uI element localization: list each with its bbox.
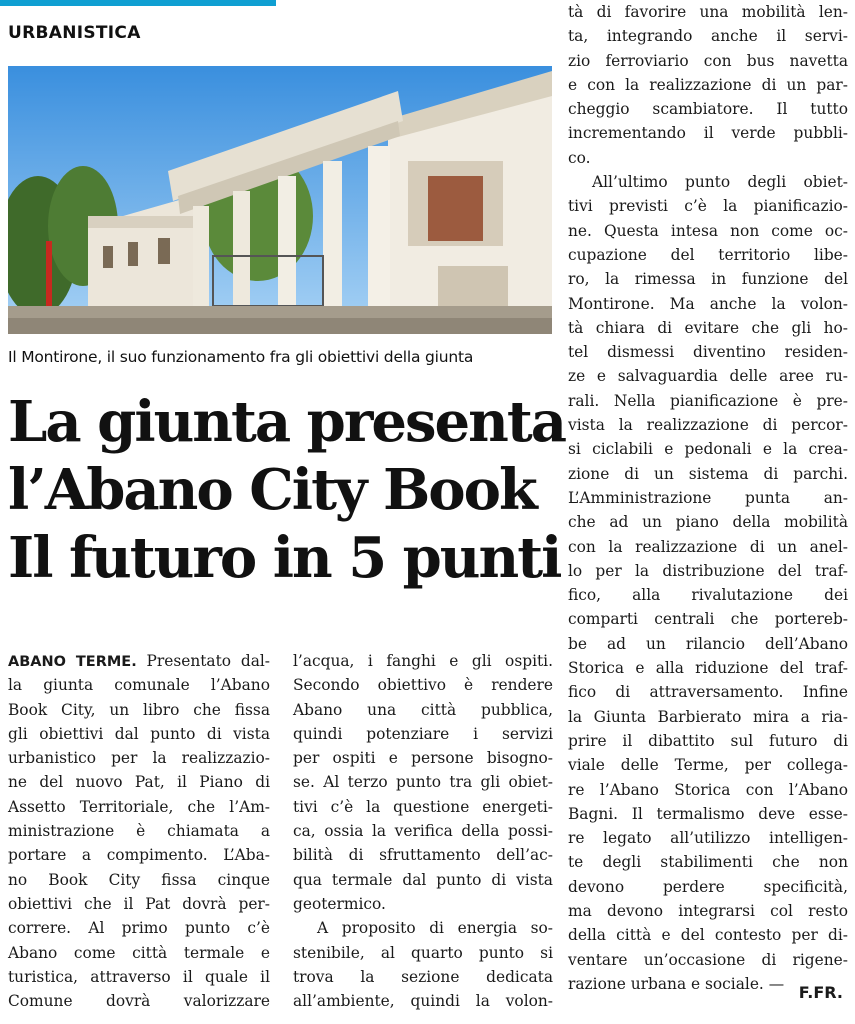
text-line: ministrazione è chiamata a (8, 822, 270, 841)
text-line: tivi previsti c’è la pianificazio- (568, 197, 848, 216)
text-line: fico di attraversamento. Infine (568, 683, 848, 702)
text-line: ca, ossia la verifica della possi- (293, 822, 553, 841)
section-label: URBANISTICA (8, 23, 141, 43)
text-line: vista la realizzazione di percor- (568, 416, 848, 435)
article-photo (8, 66, 552, 334)
text-line: Book City, un libro che fissa (8, 700, 270, 719)
text-line: Bagni. Il termalismo deve esse- (568, 804, 848, 823)
text-line: urbanistico per la realizzazio- (8, 749, 270, 768)
text-line: si ciclabili e pedonali e la crea- (568, 440, 848, 459)
text-line: tel dismessi diventino residen- (568, 343, 848, 362)
text-line: ze e salvaguardia delle aree ru- (568, 367, 848, 386)
text-line: geotermico. (293, 894, 386, 913)
text-line: turistica, attraverso il quale il (8, 967, 270, 986)
headline-line-3: Il futuro in 5 punti (8, 525, 561, 591)
text-line: devono perdere specificità, (568, 877, 848, 896)
text-line: comparti centrali che portereb- (568, 610, 848, 629)
text-line: cupazione del territorio libe- (568, 245, 848, 264)
text-line: zio ferroviario con bus navetta (568, 51, 848, 70)
text-line: la giunta comunale l’Abano (8, 676, 270, 695)
text-line: della città e del contesto per di- (568, 926, 848, 945)
text-line: viale delle Terme, per collega- (568, 756, 848, 775)
text-line: che ad un piano della mobilità (568, 513, 848, 532)
text-line: qua termale dal punto di vista (293, 870, 553, 889)
text-line: stenibile, al quarto punto si (293, 943, 553, 962)
text-line: gli obiettivi dal punto di vista (8, 724, 270, 743)
article-column-3 (568, 0, 848, 996)
text-line: ta, integrando anche il servi- (568, 27, 848, 46)
text-line: be ad un rilancio dell’Abano (568, 634, 848, 653)
text-line: ne del nuovo Pat, il Piano di (8, 773, 270, 792)
text-line: rali. Nella pianificazione è pre- (568, 391, 848, 410)
text-line: trova la sezione dedicata (293, 967, 553, 986)
text-line: zione di un sistema di parchi. (568, 464, 848, 483)
text-line: con la realizzazione di un anel- (568, 537, 848, 556)
text-line: ma devono integrarsi col resto (568, 901, 848, 920)
headline-line-1: La giunta presenta (8, 389, 565, 455)
text-line: lo per la distribuzione del traf- (568, 561, 848, 580)
text-line: e con la realizzazione di un par- (568, 75, 848, 94)
text-line: All’ultimo punto degli obiet- (592, 173, 848, 192)
text-line: ventare un’occasione di rigene- (568, 950, 848, 969)
article-column-2 (293, 649, 553, 1013)
text-line: l’acqua, i fanghi e gli ospiti. (293, 652, 553, 670)
text-line: quindi potenziare i servizi (293, 724, 553, 743)
text-line: Comune dovrà valorizzare (8, 992, 270, 1011)
text-line: Assetto Territoriale, che l’Am- (8, 797, 270, 816)
text-line: ro, la rimessa in funzione del (568, 270, 848, 289)
text-line: se. Al terzo punto tra gli obiet- (293, 773, 553, 792)
text-line: all’ambiente, quindi la volon- (293, 992, 553, 1011)
text-line: Secondo obiettivo è rendere (293, 676, 553, 695)
text-line: bilità di sfruttamento dell’ac- (293, 846, 553, 865)
text-line: incrementando il verde pubbli- (568, 124, 848, 143)
text-line: no Book City fissa cinque (8, 870, 270, 889)
text-line: Abano una città pubblica, (293, 700, 553, 719)
text-line: co. (568, 148, 591, 167)
headline-line-2: l’Abano City Book (8, 457, 536, 523)
text-line: cheggio scambiatore. Il tutto (568, 100, 848, 119)
text-line: obiettivi che il Pat dovrà per- (8, 894, 270, 913)
text-line: tà chiara di evitare che gli ho- (568, 318, 848, 337)
text-line: fico, alla rivalutazione dei (568, 586, 848, 605)
text-line: la Giunta Barbierato mira a ria- (568, 707, 848, 726)
text-line: Abano come città termale e (8, 943, 270, 962)
text-line: te degli stabilimenti che non (568, 853, 848, 872)
author-signature: F.FR. (798, 983, 843, 1002)
text-line: re l’Abano Storica con l’Abano (568, 780, 848, 799)
text-line: ABANO TERME. Presentato dal- (8, 652, 270, 670)
text-line: correre. Al primo punto c’è (8, 919, 270, 938)
text-line: prire il dibattito sul futuro di (568, 731, 848, 750)
article-column-1 (8, 649, 270, 1013)
headline (8, 388, 565, 592)
text-line: re legato all’utilizzo intelligen- (568, 829, 848, 848)
photo-caption: Il Montirone, il suo funzionamento fra gli obiettivi della giunta (8, 348, 474, 366)
text-line: tivi c’è la questione energeti- (293, 797, 553, 816)
dateline: ABANO TERME. (8, 654, 137, 670)
text-line: ne. Questa intesa non come oc- (568, 221, 848, 240)
section-accent-bar (0, 0, 276, 6)
text-line: L’Amministrazione punta an- (568, 488, 848, 507)
text-line: A proposito di energia so- (317, 919, 553, 938)
text-line: tà di favorire una mobilità len- (568, 3, 848, 21)
text-line: Montirone. Ma anche la volon- (568, 294, 848, 313)
text-line: razione urbana e sociale. — (568, 974, 785, 993)
text-line: per ospiti e persone bisogno- (293, 749, 553, 768)
text-line: portare a compimento. L’Aba- (8, 846, 270, 865)
text-line: Storica e alla riduzione del traf- (568, 659, 848, 678)
